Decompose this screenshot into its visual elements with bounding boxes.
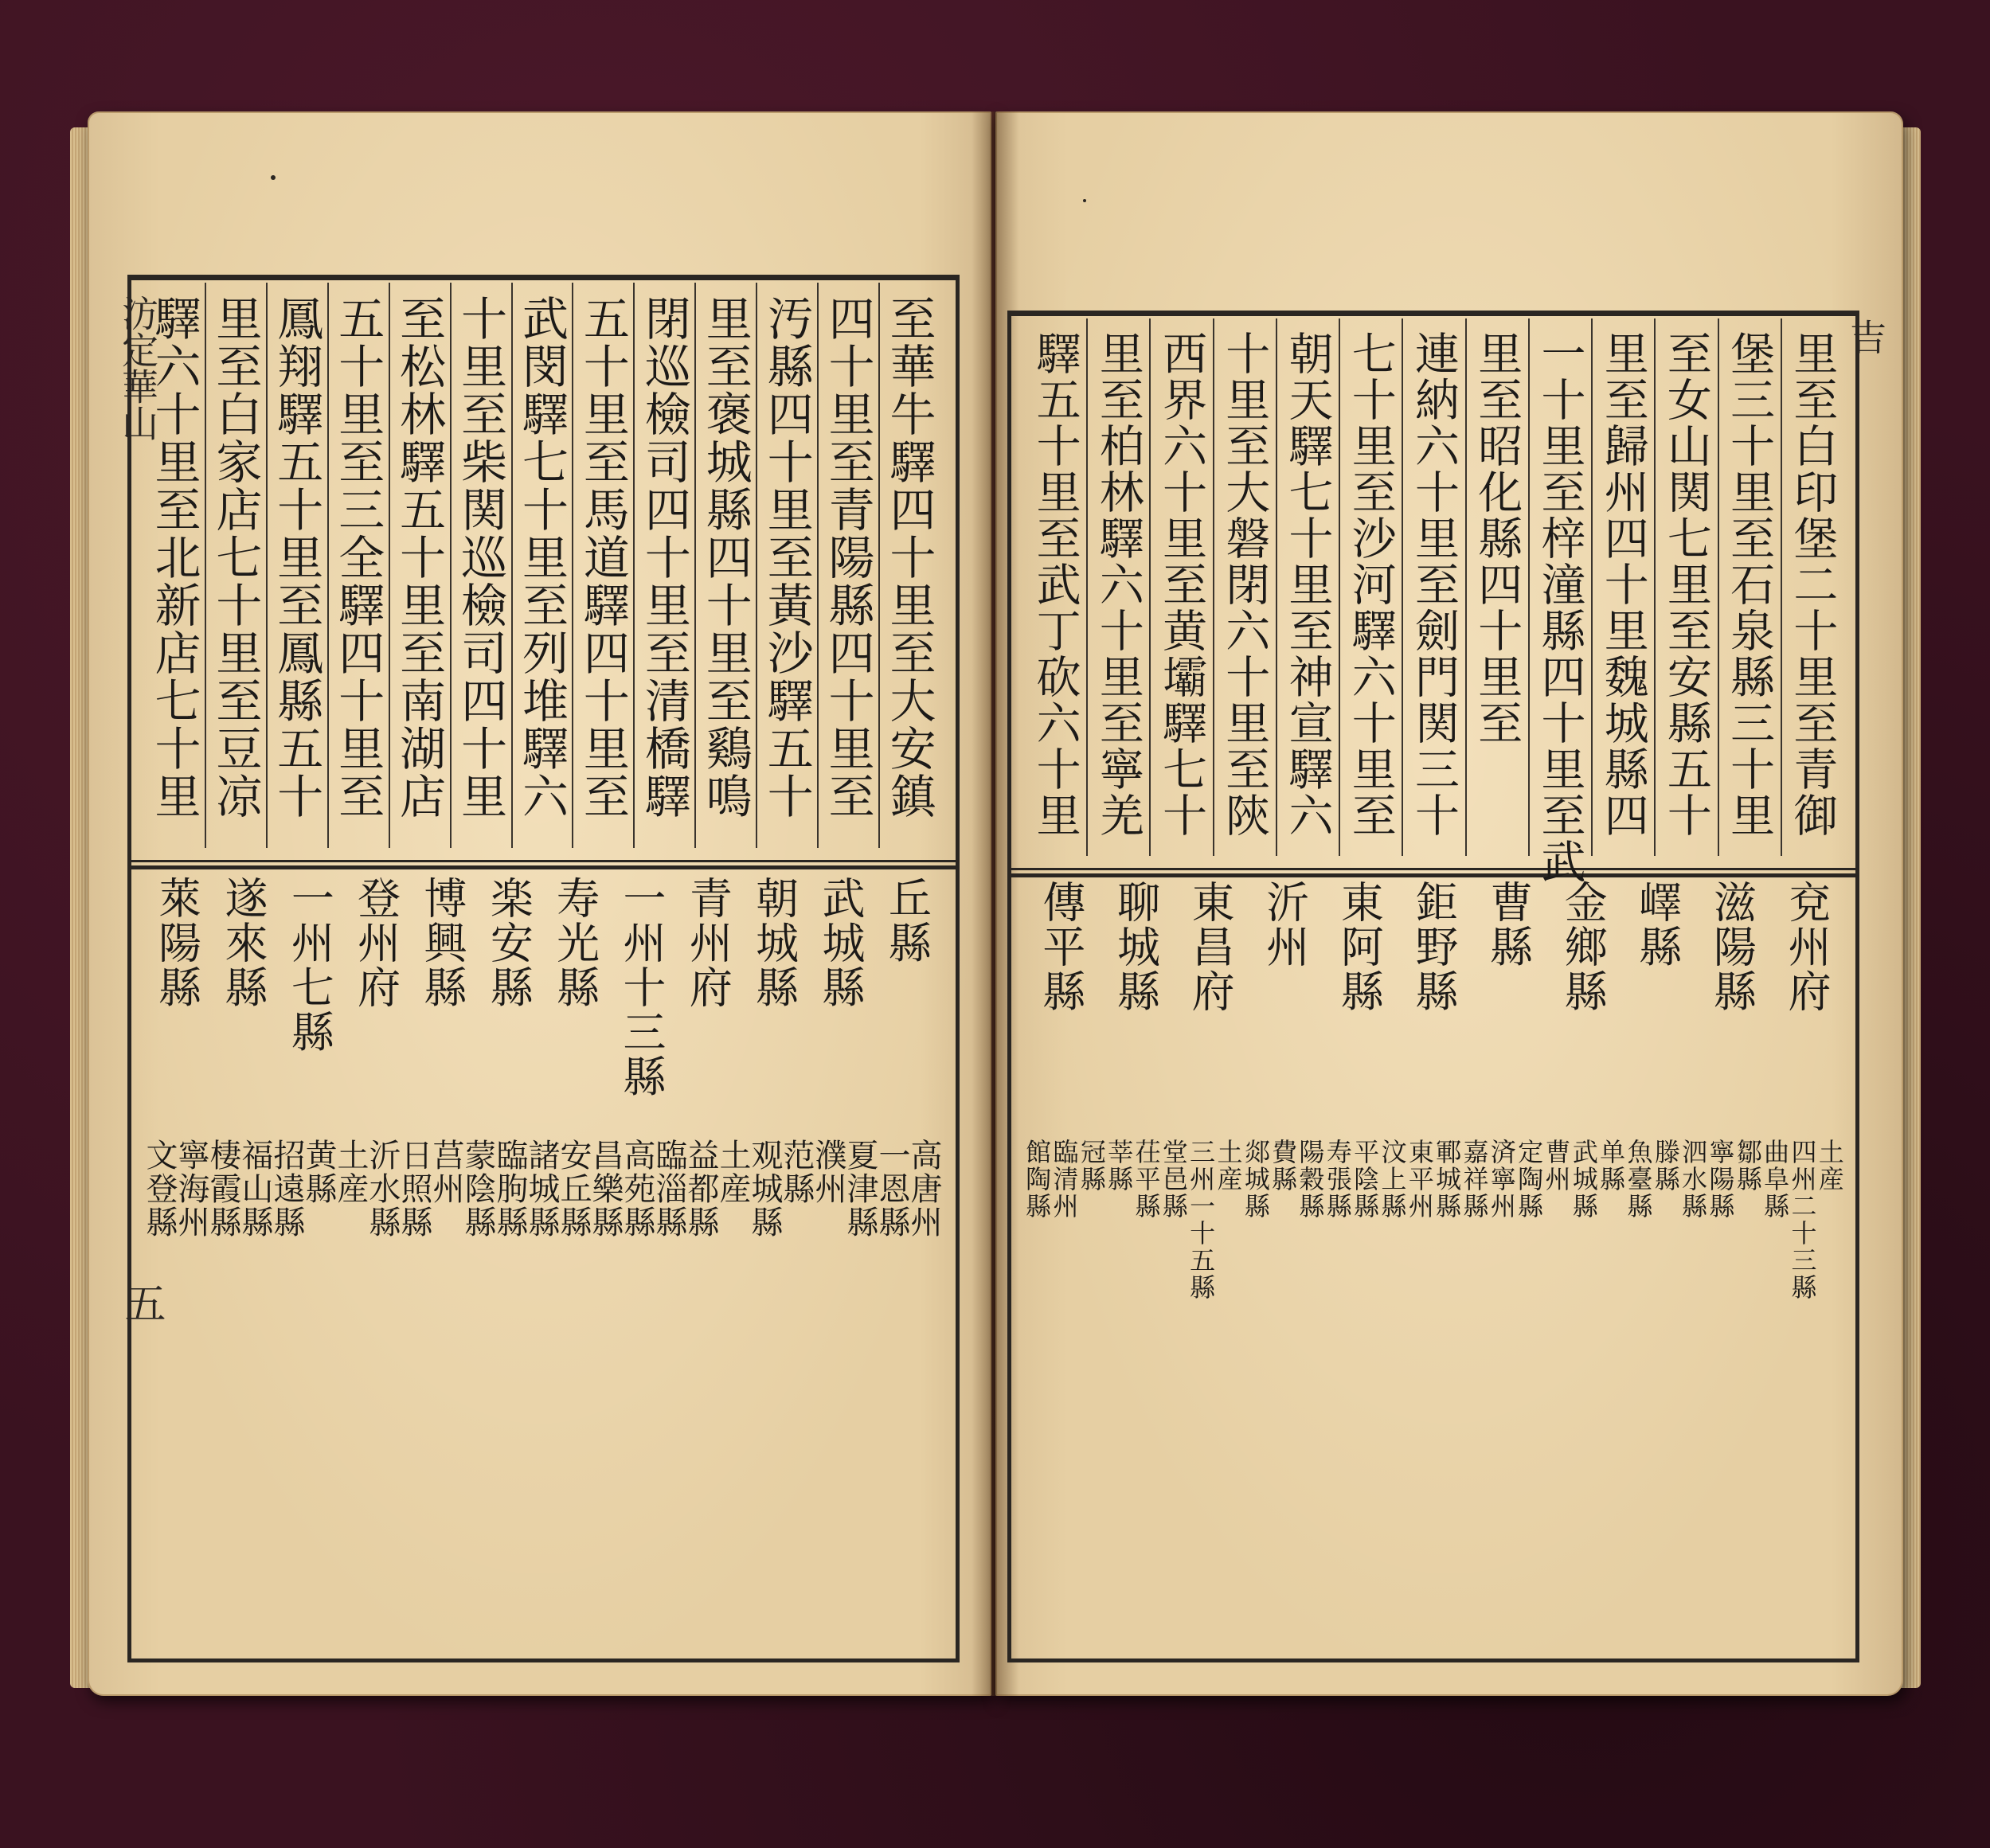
route-text-column: 四十里至青陽縣四十里至: [820, 295, 875, 820]
column-rule: [817, 283, 819, 848]
county-list-column: 福山縣: [237, 1139, 273, 1239]
column-rule: [756, 283, 757, 848]
county-list-column: 魚臺縣: [1623, 1139, 1654, 1220]
county-list-column: 陽穀縣: [1295, 1139, 1326, 1220]
column-rule: [205, 283, 206, 848]
county-list-column: 土産: [714, 1139, 751, 1205]
route-text-column: 里至柏林驛六十里至寧羌: [1092, 330, 1144, 838]
county-heading-column: 寿光縣: [549, 876, 600, 1010]
county-heading-column: 萊陽縣: [151, 876, 202, 1010]
county-list-column: 臨淄縣: [651, 1139, 687, 1239]
county-list-column: 土産: [1213, 1139, 1244, 1193]
route-text-column: 至華牛驛四十里至大安鎮: [882, 295, 936, 820]
route-text-column: 西界六十里至黄壩驛七十: [1155, 330, 1208, 838]
county-list-column: 高唐州: [905, 1139, 942, 1239]
county-list-column: 莘縣: [1104, 1139, 1135, 1193]
county-list-column: 土産: [1814, 1139, 1845, 1193]
route-text-column: 十里至柴関巡檢司四十里: [453, 295, 508, 820]
county-list-column: 済寧州: [1486, 1139, 1517, 1220]
county-list-column: 滕縣: [1650, 1139, 1681, 1193]
ink-fleck: [1083, 199, 1086, 202]
county-list-column: 四州二十三縣: [1787, 1139, 1818, 1301]
county-heading-column: 青州府: [682, 876, 733, 1010]
route-text-column: 驛五十里至武丁砍六十里: [1029, 330, 1081, 838]
county-heading-column: 博興縣: [417, 876, 467, 1010]
county-list-column: 臨清州: [1049, 1139, 1080, 1220]
county-heading-column: 楽安縣: [483, 876, 534, 1010]
column-rule: [266, 283, 268, 848]
county-list-column: 寧陽縣: [1705, 1139, 1736, 1220]
county-list-column: 泗水縣: [1678, 1139, 1709, 1220]
county-list-column: 高苑縣: [619, 1139, 655, 1239]
county-list-column: 土産: [332, 1139, 369, 1205]
column-rule: [1591, 318, 1593, 856]
column-rule: [1213, 318, 1214, 856]
county-list-column: 鄒縣: [1732, 1139, 1763, 1193]
county-list-column: 武城縣: [1568, 1139, 1599, 1220]
county-list-column: 寿張縣: [1322, 1139, 1353, 1220]
county-heading-column: 沂州: [1259, 880, 1310, 969]
route-text-column: 武閔驛七十里至列堆驛六: [514, 295, 569, 820]
route-text-column: 汚縣四十里至黃沙驛五十: [759, 295, 814, 820]
county-list-column: 館陶縣: [1022, 1139, 1053, 1220]
county-list-column: 鄆城縣: [1432, 1139, 1463, 1220]
route-text-column: 五十里至三全驛四十里至: [330, 295, 385, 820]
county-heading-column: 丘縣: [882, 876, 932, 965]
county-list-column: 汶上縣: [1377, 1139, 1408, 1220]
ink-fleck: [271, 175, 276, 180]
county-heading-column: 金鄉縣: [1558, 880, 1609, 1014]
right-margin-title: 吉: [1844, 318, 1887, 355]
county-heading-column: 一州七縣: [284, 876, 335, 1054]
column-rule: [1654, 318, 1656, 856]
open-book: [88, 111, 1903, 1712]
route-text-column: 連納六十里至劍門関三十: [1408, 330, 1460, 838]
column-rule: [389, 283, 390, 848]
county-list-column: 黄縣: [300, 1139, 337, 1205]
route-text-column: 至女山関七里至安縣五十: [1660, 330, 1712, 838]
county-list-column: 招遠縣: [268, 1139, 305, 1239]
county-list-column: 一恩縣: [874, 1139, 910, 1239]
route-text-column: 至松林驛五十里至南湖店: [392, 295, 447, 820]
county-heading-column: 傳平縣: [1035, 880, 1086, 1014]
county-list-column: 日照縣: [396, 1139, 432, 1239]
county-list-column: 单縣: [1596, 1139, 1627, 1193]
county-heading-column: 一州十三縣: [616, 876, 667, 1099]
route-text-column: 五十里至馬道驛四十里至: [575, 295, 630, 820]
county-heading-column: 嶧縣: [1632, 880, 1683, 969]
route-text-column: 里至歸州四十里魏城縣四: [1597, 330, 1649, 838]
county-list-column: 茌平縣: [1131, 1139, 1162, 1220]
column-rule: [1276, 318, 1277, 856]
route-text-column: 里至白印堡二十里至青御: [1786, 330, 1839, 838]
route-text-column: 十里至大磐閉六十里至陝: [1218, 330, 1271, 838]
county-heading-column: 朝城縣: [749, 876, 800, 1010]
county-list-column: 平陰縣: [1350, 1139, 1381, 1220]
column-rule: [1149, 318, 1151, 856]
county-list-column: 冠縣: [1076, 1139, 1107, 1193]
county-list-column: 東平州: [1404, 1139, 1435, 1220]
left-margin-title: 汸定華山: [116, 295, 159, 441]
column-rule: [450, 283, 452, 848]
county-list-column: 曹州: [1541, 1139, 1572, 1193]
county-list-column: 寧海州: [173, 1139, 209, 1239]
column-rule: [1528, 318, 1530, 856]
route-text-column: 驛六十里至北新店七十里: [147, 295, 201, 820]
route-text-column: 閉巡檢司四十里至清橋驛: [636, 295, 691, 820]
column-rule: [1718, 318, 1719, 856]
county-heading-column: 東阿縣: [1334, 880, 1385, 1014]
route-text-column: 里至褒城縣四十里至鷄鳴: [698, 295, 753, 820]
column-rule: [1465, 318, 1467, 856]
county-list-column: 堂邑縣: [1158, 1139, 1189, 1220]
county-heading-column: 東昌府: [1185, 880, 1236, 1014]
column-rule: [694, 283, 696, 848]
county-list-column: 沂水縣: [364, 1139, 401, 1239]
county-list-column: 蒙陰縣: [459, 1139, 496, 1239]
county-list-column: 郯城縣: [1240, 1139, 1271, 1220]
route-text-column: 里至白家店七十里至豆凉: [208, 295, 263, 820]
county-heading-column: 兗州府: [1781, 880, 1832, 1014]
county-heading-column: 遂來縣: [218, 876, 268, 1010]
county-list-column: 臨朐縣: [491, 1139, 528, 1239]
route-text-column: 里至昭化縣四十里至: [1471, 330, 1523, 746]
county-list-column: 三州一十五縣: [1186, 1139, 1217, 1301]
county-list-column: 观城縣: [746, 1139, 783, 1239]
county-list-column: 定陶縣: [1514, 1139, 1545, 1220]
route-text-column: 一十里至梓潼縣四十里至武: [1534, 330, 1586, 885]
county-list-column: 安丘縣: [555, 1139, 592, 1239]
county-list-column: 嘉祥縣: [1459, 1139, 1490, 1220]
column-rule: [511, 283, 513, 848]
column-rule: [572, 283, 573, 848]
county-list-column: 費縣: [1268, 1139, 1299, 1193]
column-rule: [327, 283, 329, 848]
county-heading-column: 武城縣: [815, 876, 866, 1010]
route-text-column: 朝天驛七十里至神宣驛六: [1281, 330, 1334, 838]
column-rule: [1402, 318, 1403, 856]
column-rule: [1086, 318, 1088, 856]
county-list-column: 棲霞縣: [205, 1139, 241, 1239]
route-text-column: 鳳翔驛五十里至鳳縣五十: [269, 295, 324, 820]
county-heading-column: 滋陽縣: [1707, 880, 1757, 1014]
column-rule: [1781, 318, 1782, 856]
county-list-column: 昌樂縣: [587, 1139, 624, 1239]
route-text-column: 堡三十里至石泉縣三十里: [1723, 330, 1776, 838]
county-heading-column: 鉅野縣: [1409, 880, 1459, 1014]
county-list-column: 莒州: [428, 1139, 464, 1205]
county-list-column: 夏津縣: [842, 1139, 878, 1239]
county-heading-column: 聊城縣: [1110, 880, 1161, 1014]
county-list-column: 文登縣: [141, 1139, 178, 1239]
column-rule: [1339, 318, 1340, 856]
county-list-column: 益都縣: [682, 1139, 719, 1239]
county-list-column: 曲阜縣: [1760, 1139, 1791, 1220]
county-heading-column: 登州府: [350, 876, 401, 1010]
county-heading-column: 曹縣: [1483, 880, 1534, 969]
column-rule: [878, 283, 880, 848]
column-rule: [633, 283, 635, 848]
folio-mark: 五: [117, 1282, 165, 1323]
route-text-column: 七十里至沙河驛六十里至: [1344, 330, 1397, 838]
county-list-column: 諸城縣: [523, 1139, 560, 1239]
county-list-column: 濮州: [810, 1139, 846, 1205]
county-list-column: 范縣: [778, 1139, 815, 1205]
